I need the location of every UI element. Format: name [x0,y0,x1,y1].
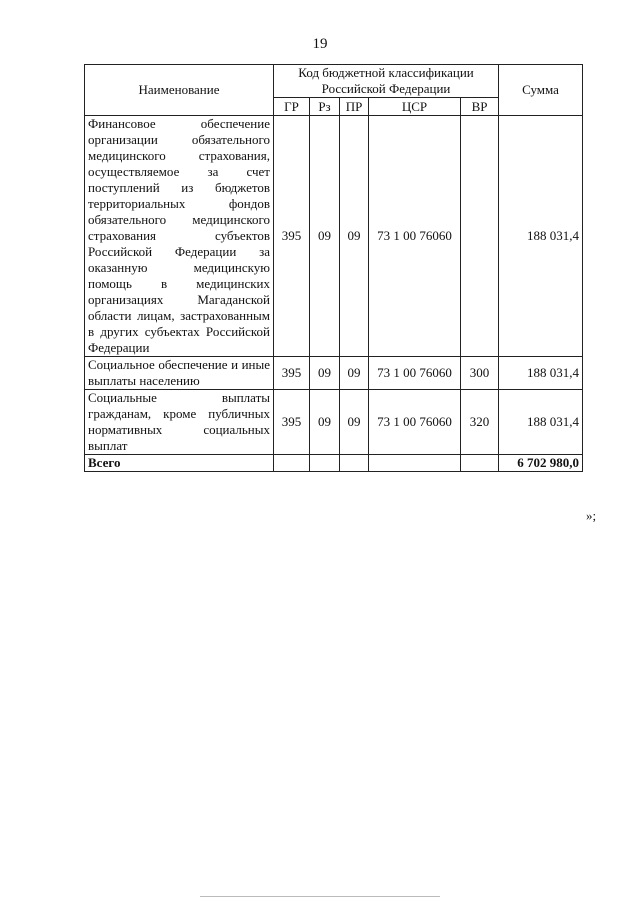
header-code-group: Код бюджетной классификации Российской Федерации [274,65,499,98]
table-row [85,357,583,390]
total-pr [340,455,369,472]
total-label: Всего [85,455,274,472]
budget-table [84,64,583,472]
row-name: Финансовое обеспечение организации обязательного медицинского страхования, осуществляемое за счет поступлений из бюджетов территориальных фондов обязательного медицинского страхования субъектов Российской Федерации за оказанную медицинскую помощь в медицинских организациях Магаданской области лицам, застрахованным в других субъектах Российской Федерации [85,116,274,357]
header-sum: Сумма [499,65,583,116]
row-gr: 395 [274,390,310,455]
row-vr [461,116,499,357]
page-number: 19 [312,36,328,52]
row-vr: 320 [461,390,499,455]
table-row [85,390,583,455]
row-pr: 09 [340,357,369,390]
header-pr: ПР [340,98,369,116]
total-gr [274,455,310,472]
row-csr: 73 1 00 76060 [369,390,461,455]
row-gr: 395 [274,116,310,357]
row-vr: 300 [461,357,499,390]
row-rz: 09 [310,357,340,390]
row-gr: 395 [274,357,310,390]
header-vr: ВР [461,98,499,116]
total-rz [310,455,340,472]
page-bottom-rule [200,896,440,897]
row-rz: 09 [310,116,340,357]
total-vr [461,455,499,472]
table-row [85,116,583,357]
closing-quote-mark: »; [586,508,597,523]
row-name: Социальное обеспечение и иные выплаты населению [85,357,274,390]
header-gr: ГР [274,98,310,116]
row-sum: 188 031,4 [499,390,583,455]
total-row [85,455,583,472]
row-sum: 188 031,4 [499,357,583,390]
row-pr: 09 [340,116,369,357]
total-sum: 6 702 980,0 [499,455,583,472]
row-pr: 09 [340,390,369,455]
row-name: Социальные выплаты гражданам, кроме публичных нормативных социальных выплат [85,390,274,455]
row-csr: 73 1 00 76060 [369,357,461,390]
row-rz: 09 [310,390,340,455]
header-rz: Рз [310,98,340,116]
header-name: Наименование [85,65,274,116]
header-csr: ЦСР [369,98,461,116]
row-sum: 188 031,4 [499,116,583,357]
row-csr: 73 1 00 76060 [369,116,461,357]
total-csr [369,455,461,472]
